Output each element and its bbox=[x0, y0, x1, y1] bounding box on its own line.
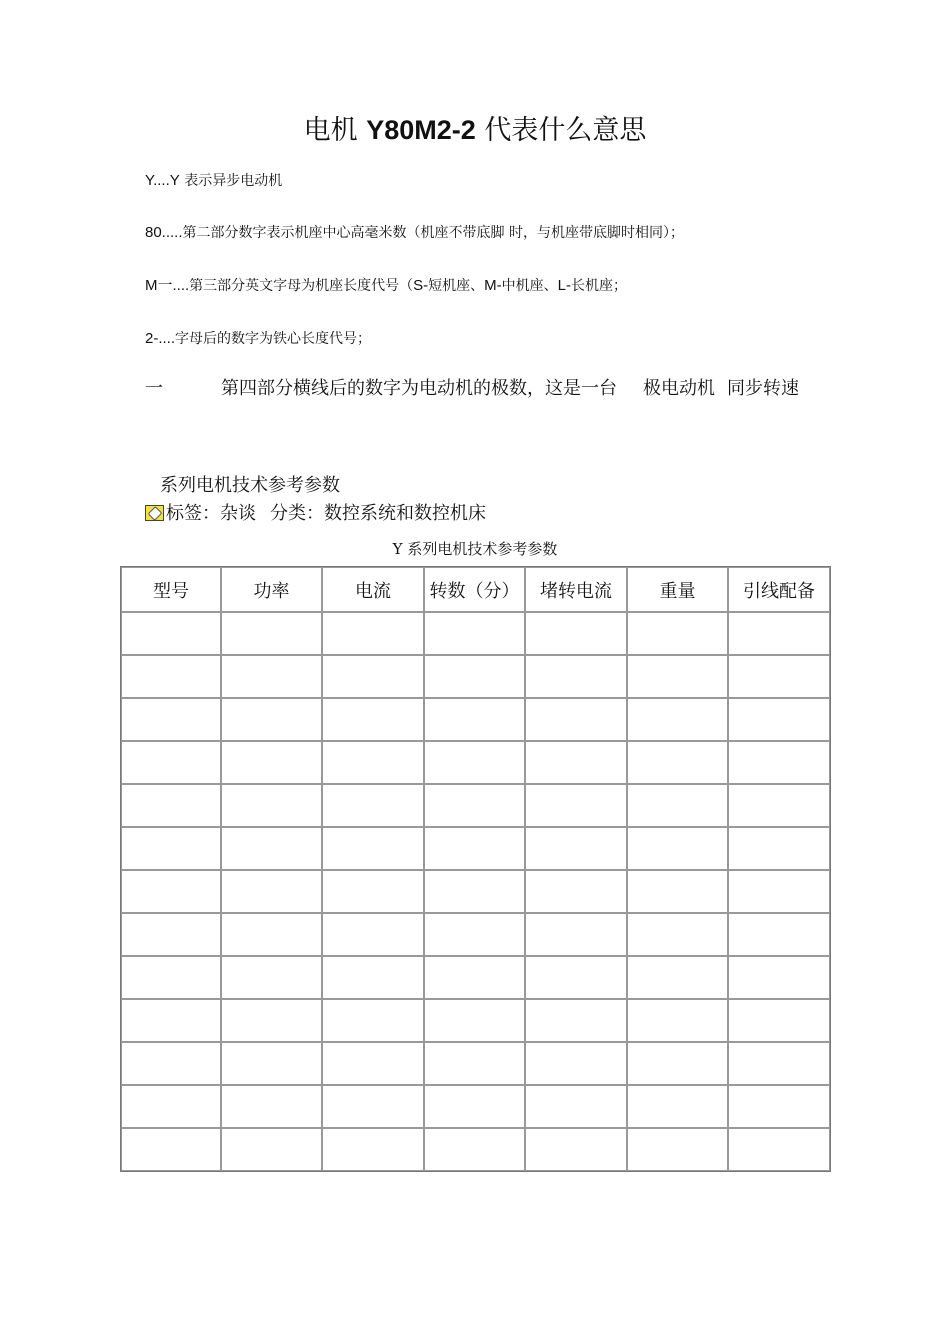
table-cell bbox=[525, 1042, 627, 1085]
header-speed: 转数（分） bbox=[424, 567, 525, 612]
table-cell bbox=[525, 1128, 627, 1171]
table-cell bbox=[121, 1128, 221, 1171]
dash-mark: 一 bbox=[145, 378, 163, 399]
header-model: 型号 bbox=[121, 567, 221, 612]
table-cell bbox=[424, 827, 525, 870]
table-cell bbox=[322, 1085, 424, 1128]
table-cell bbox=[424, 1128, 525, 1171]
table-cell bbox=[121, 827, 221, 870]
header-locked-current: 堵转电流 bbox=[525, 567, 627, 612]
description-short: 短机座、 bbox=[428, 278, 485, 294]
table-cell bbox=[121, 999, 221, 1042]
table-cell bbox=[728, 655, 830, 698]
table-cell bbox=[121, 655, 221, 698]
table-cell bbox=[728, 784, 830, 827]
table-cell bbox=[424, 870, 525, 913]
table-cell bbox=[424, 655, 525, 698]
table-cell bbox=[121, 741, 221, 784]
table-cell bbox=[424, 698, 525, 741]
table-row bbox=[121, 1128, 830, 1171]
table-cell bbox=[627, 1042, 728, 1085]
table-cell bbox=[728, 827, 830, 870]
table-cell bbox=[627, 913, 728, 956]
table-cell bbox=[627, 698, 728, 741]
table-cell bbox=[322, 913, 424, 956]
table-cell bbox=[322, 741, 424, 784]
table-cell bbox=[627, 655, 728, 698]
table-cell bbox=[121, 913, 221, 956]
code-prefix: Y....Y bbox=[145, 172, 180, 189]
table-cell bbox=[322, 1128, 424, 1171]
poles-text-2: 极电动机 bbox=[643, 378, 715, 399]
table-cell bbox=[728, 870, 830, 913]
table-cell bbox=[627, 956, 728, 999]
table-cell bbox=[121, 698, 221, 741]
section-title: 系列电机技术参考参数 bbox=[160, 475, 340, 496]
description-text: 第三部分英文字母为机座长度代号（ bbox=[189, 278, 414, 294]
table-cell bbox=[525, 827, 627, 870]
table-cell bbox=[424, 1085, 525, 1128]
code-prefix: 2-.... bbox=[145, 330, 176, 347]
table-cell bbox=[121, 784, 221, 827]
code-prefix: M一.... bbox=[145, 277, 190, 294]
table-cell bbox=[728, 1042, 830, 1085]
table-cell bbox=[221, 999, 322, 1042]
table-row bbox=[121, 870, 830, 913]
table-cell bbox=[728, 999, 830, 1042]
paragraph-m bbox=[145, 276, 627, 296]
tag-icon bbox=[145, 505, 164, 521]
paragraph-y bbox=[145, 171, 282, 191]
table-cell bbox=[525, 655, 627, 698]
table-cell bbox=[322, 698, 424, 741]
table-cell bbox=[322, 956, 424, 999]
table-cell bbox=[221, 698, 322, 741]
table-cell bbox=[525, 612, 627, 655]
poles-text-3: 同步转速 bbox=[727, 378, 799, 399]
table-row bbox=[121, 956, 830, 999]
table-cell bbox=[121, 1042, 221, 1085]
parameters-table bbox=[120, 566, 831, 1172]
table-cell bbox=[424, 913, 525, 956]
table-row bbox=[121, 913, 830, 956]
table-cell bbox=[322, 1042, 424, 1085]
table-cell bbox=[627, 784, 728, 827]
table-cell bbox=[424, 612, 525, 655]
tags-row bbox=[145, 502, 486, 526]
table-cell bbox=[424, 741, 525, 784]
description-text: 字母后的数字为铁心长度代号； bbox=[175, 331, 372, 347]
header-power: 功率 bbox=[221, 567, 322, 612]
table-cell bbox=[221, 612, 322, 655]
table-cell bbox=[322, 784, 424, 827]
table-cell bbox=[121, 1085, 221, 1128]
table-cell bbox=[322, 655, 424, 698]
table-cell bbox=[728, 612, 830, 655]
table-cell bbox=[221, 913, 322, 956]
table-cell bbox=[322, 870, 424, 913]
paragraph-80 bbox=[145, 223, 684, 243]
table-row bbox=[121, 655, 830, 698]
table-cell bbox=[322, 612, 424, 655]
title-suffix: 代表什么意思 bbox=[475, 115, 647, 146]
title-prefix: 电机 bbox=[303, 115, 367, 146]
table-cell bbox=[221, 741, 322, 784]
tags-label[interactable]: 标签：杂谈 bbox=[166, 503, 256, 524]
table-header-row bbox=[121, 567, 830, 612]
table-caption: Y 系列电机技术参考参数 bbox=[392, 540, 558, 558]
header-leads: 引线配备 bbox=[728, 567, 830, 612]
table-cell bbox=[221, 827, 322, 870]
code-m: M- bbox=[484, 277, 502, 294]
table-cell bbox=[627, 1128, 728, 1171]
table-row bbox=[121, 1085, 830, 1128]
table-cell bbox=[525, 698, 627, 741]
table-cell bbox=[728, 913, 830, 956]
table-cell bbox=[728, 956, 830, 999]
paragraph-2 bbox=[145, 329, 371, 349]
table-cell bbox=[627, 1085, 728, 1128]
paragraph-poles bbox=[145, 376, 815, 401]
category-label[interactable]: 分类：数控系统和数控机床 bbox=[270, 503, 486, 524]
description-text: 第二部分数字表示机座中心高毫米数（机座不带底脚 时，与机座带底脚时相同）； bbox=[182, 225, 684, 241]
table-row bbox=[121, 698, 830, 741]
table-cell bbox=[525, 956, 627, 999]
code-s: S- bbox=[413, 277, 429, 294]
table-cell bbox=[728, 1085, 830, 1128]
header-weight: 重量 bbox=[627, 567, 728, 612]
page-title bbox=[0, 110, 950, 151]
table-cell bbox=[424, 1042, 525, 1085]
table-cell bbox=[221, 870, 322, 913]
table-row bbox=[121, 784, 830, 827]
table-cell bbox=[121, 870, 221, 913]
table-row bbox=[121, 741, 830, 784]
description-medium: 中机座、 bbox=[501, 278, 558, 294]
table-cell bbox=[322, 827, 424, 870]
table-cell bbox=[221, 1042, 322, 1085]
table-cell bbox=[728, 741, 830, 784]
table-cell bbox=[627, 870, 728, 913]
table-cell bbox=[121, 612, 221, 655]
table-cell bbox=[121, 956, 221, 999]
table-cell bbox=[627, 741, 728, 784]
table-cell bbox=[627, 612, 728, 655]
table-cell bbox=[728, 1128, 830, 1171]
table-cell bbox=[627, 827, 728, 870]
table-cell bbox=[525, 784, 627, 827]
table-cell bbox=[424, 956, 525, 999]
table-cell bbox=[322, 999, 424, 1042]
poles-text: 第四部分横线后的数字为电动机的极数，这是一台 bbox=[221, 378, 617, 399]
header-current: 电流 bbox=[322, 567, 424, 612]
table-cell bbox=[525, 1085, 627, 1128]
table-row bbox=[121, 827, 830, 870]
table-cell bbox=[525, 741, 627, 784]
table-cell bbox=[221, 1128, 322, 1171]
code-prefix: 80..... bbox=[145, 224, 183, 241]
table-cell bbox=[221, 1085, 322, 1128]
table-row bbox=[121, 999, 830, 1042]
table-cell bbox=[525, 999, 627, 1042]
table-cell bbox=[525, 913, 627, 956]
table-cell bbox=[627, 999, 728, 1042]
table-cell bbox=[525, 870, 627, 913]
table-row bbox=[121, 612, 830, 655]
table-cell bbox=[221, 655, 322, 698]
table-cell bbox=[221, 784, 322, 827]
code-l: L- bbox=[557, 277, 572, 294]
title-model: Y80M2-2 bbox=[366, 115, 476, 145]
description-long: 长机座； bbox=[571, 278, 628, 294]
table-cell bbox=[728, 698, 830, 741]
table-cell bbox=[424, 999, 525, 1042]
description-text: 表示异步电动机 bbox=[179, 173, 283, 189]
table-cell bbox=[221, 956, 322, 999]
table-row bbox=[121, 1042, 830, 1085]
table-cell bbox=[424, 784, 525, 827]
